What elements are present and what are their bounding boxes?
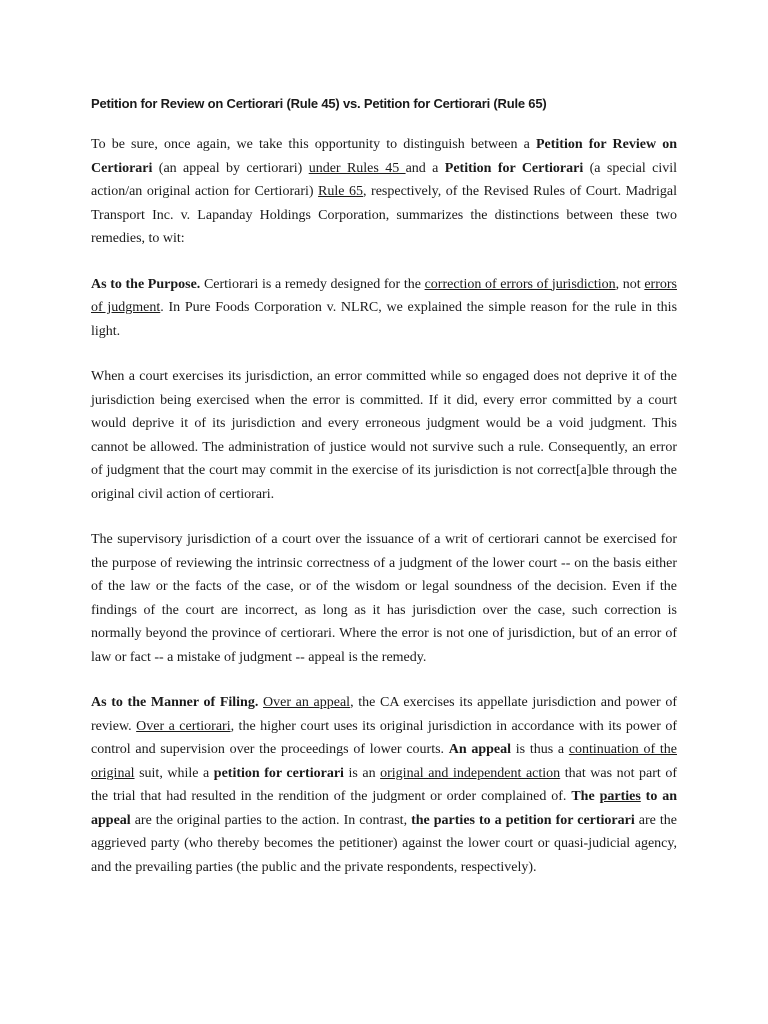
text-run: , respectively, of the Revised Rules of Court. Madrigal Transport Inc. v. Lapanday Holdings Corporation, summarizes the distinctions between these two remedies, to wit:	[91, 184, 677, 246]
underlined-run: continuation of the original	[91, 742, 677, 781]
text-run: (an appeal by certiorari)	[152, 160, 309, 176]
underlined-run: correction of errors of jurisdiction	[424, 276, 616, 292]
text-run: , the CA exercises its appellate jurisdiction and power of review.	[91, 695, 677, 734]
bold-run: petition for certiorari	[213, 765, 344, 781]
text-run: , not	[615, 276, 645, 292]
text-run: is an	[343, 765, 381, 781]
bold-run: An appeal	[448, 742, 512, 757]
text-run: and a	[405, 160, 445, 176]
text-run: suit, while a	[134, 765, 214, 781]
document-heading: Petition for Review on Certiorari (Rule 45) vs. Petition for Certiorari (Rule 65)	[91, 96, 547, 111]
underlined-run: errors of judgment	[91, 276, 677, 315]
underlined-run: Over an appeal	[263, 695, 351, 710]
purpose-paragraph	[91, 273, 677, 344]
text-run: Certiorari is a remedy designed for the	[200, 276, 425, 292]
text-run: (a special civil action/an original action for Certiorari)	[91, 160, 677, 199]
bold-run: Petition for Certiorari	[444, 160, 584, 176]
text-run: that was not part of the trial that had resulted in the rendition of the judgment or order complained of.	[91, 765, 677, 804]
filing-paragraph	[91, 691, 677, 879]
bold-run: Petition for Review on Certiorari	[91, 137, 677, 176]
bold-run: the parties to a petition for certiorari	[411, 812, 635, 828]
bold-run: The	[571, 789, 600, 804]
text-run: , the higher court uses its original jurisdiction in accordance with its power of control and supervision over the proceedings of lower courts.	[91, 718, 678, 757]
bold-run: As to the Manner of Filing.	[91, 695, 259, 710]
bold-run: to an appeal	[91, 789, 678, 828]
underlined-run: Over a certiorari	[136, 718, 231, 734]
supervisory-paragraph: The supervisory jurisdiction of a court over the issuance of a writ of certiorari cannot be exercised for the purpose of reviewing the intrinsic correctness of a judgment of the lower court -- on the basis either of the law or the facts of the case, or of the wisdom or legal soundness of the decision. Even if the findings of the court are incorrect, as long as it has jurisdiction over the case, such correction is normally beyond the province of certiorari. Where the error is not one of jurisdiction, but of an error of law or fact -- a mistake of judgment -- appeal is the remedy.	[91, 532, 677, 665]
bold-underlined-run: parties	[599, 789, 641, 804]
bold-run: As to the Purpose.	[91, 276, 201, 292]
jurisdiction-paragraph: When a court exercises its jurisdiction, an error committed while so engaged does not deprive it of the jurisdiction being exercised when the error is committed. If it did, every error committed by a court would deprive it of its jurisdiction and every erroneous judgment would be a void judgment. This cannot be allowed. The administration of justice would not survive such a rule. Consequently, an error of judgment that the court may commit in the exercise of its jurisdiction is not correct[a]ble through the original civil action of certiorari.	[91, 369, 677, 502]
underlined-run: original and independent action	[380, 765, 561, 781]
underlined-run: Rule 65	[318, 184, 364, 199]
text-run: . In Pure Foods Corporation v. NLRC, we explained the simple reason for the rule in this light.	[91, 300, 678, 339]
text-run: are the aggrieved party (who thereby becomes the petitioner) against the lower court or quasi-judicial agency, and the prevailing parties (the public and the private respondents, respectively).	[91, 812, 677, 875]
text-run: is thus a	[511, 742, 569, 757]
underlined-run: under Rules 45	[308, 160, 406, 176]
intro-paragraph	[91, 133, 677, 251]
text-run: To be sure, once again, we take this opportunity to distinguish between a	[91, 137, 536, 152]
text-run: are the original parties to the action. In contrast,	[130, 812, 412, 828]
